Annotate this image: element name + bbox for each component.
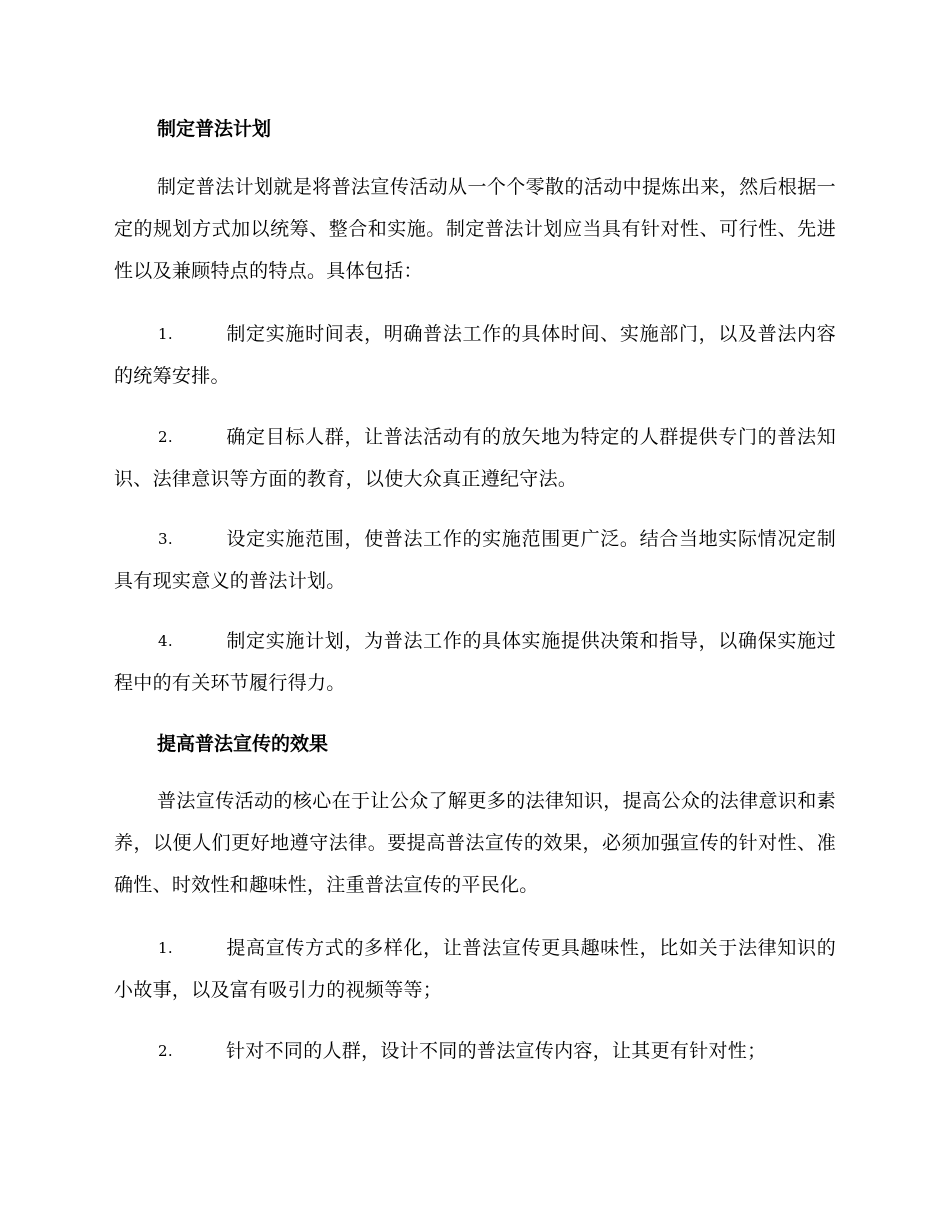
list-item [114,927,836,1011]
section-heading: 提高普法宣传的效果 [157,733,329,755]
list-item [114,1030,836,1072]
list-item [114,620,836,704]
list-item-number: 1. [158,325,173,343]
list-item-number: 1. [158,939,173,957]
list-item-text: 制定实施时间表，明确普法工作的具体时间、实施部门，以及普法内容的统筹安排。 [114,323,836,387]
section-paragraph: 制定普法计划就是将普法宣传活动从一个个零散的活动中提炼出来，然后根据一定的规划方式加以统筹、整合和实施。制定普法计划应当具有针对性、可行性、先进性以及兼顾特点的特点。具体包括： [114,176,836,282]
list-item [114,313,836,397]
list-item [114,416,836,500]
list-item-text: 针对不同的人群，设计不同的普法宣传内容，让其更有针对性； [226,1040,767,1062]
list-item-text: 提高宣传方式的多样化，让普法宣传更具趣味性，比如关于法律知识的小故事，以及富有吸引力的视频等等； [114,937,836,1001]
list-item-number: 4. [158,632,173,650]
section-heading: 制定普法计划 [157,118,272,140]
section-paragraph: 普法宣传活动的核心在于让公众了解更多的法律知识，提高公众的法律意识和素养，以便人们更好地遵守法律。要提高普法宣传的效果，必须加强宣传的针对性、准确性、时效性和趣味性，注重普法宣传的平民化。 [114,790,836,896]
list-item-number: 2. [158,1042,173,1060]
list-item-number: 2. [158,428,173,446]
list-item [114,518,836,602]
list-item-number: 3. [158,530,173,548]
list-item-text: 制定实施计划，为普法工作的具体实施提供决策和指导，以确保实施过程中的有关环节履行得力。 [114,630,836,694]
list-item-text: 设定实施范围，使普法工作的实施范围更广泛。结合当地实际情况定制具有现实意义的普法计划。 [114,528,836,592]
list-item-text: 确定目标人群，让普法活动有的放矢地为特定的人群提供专门的普法知识、法律意识等方面的教育，以使大众真正遵纪守法。 [114,426,836,490]
